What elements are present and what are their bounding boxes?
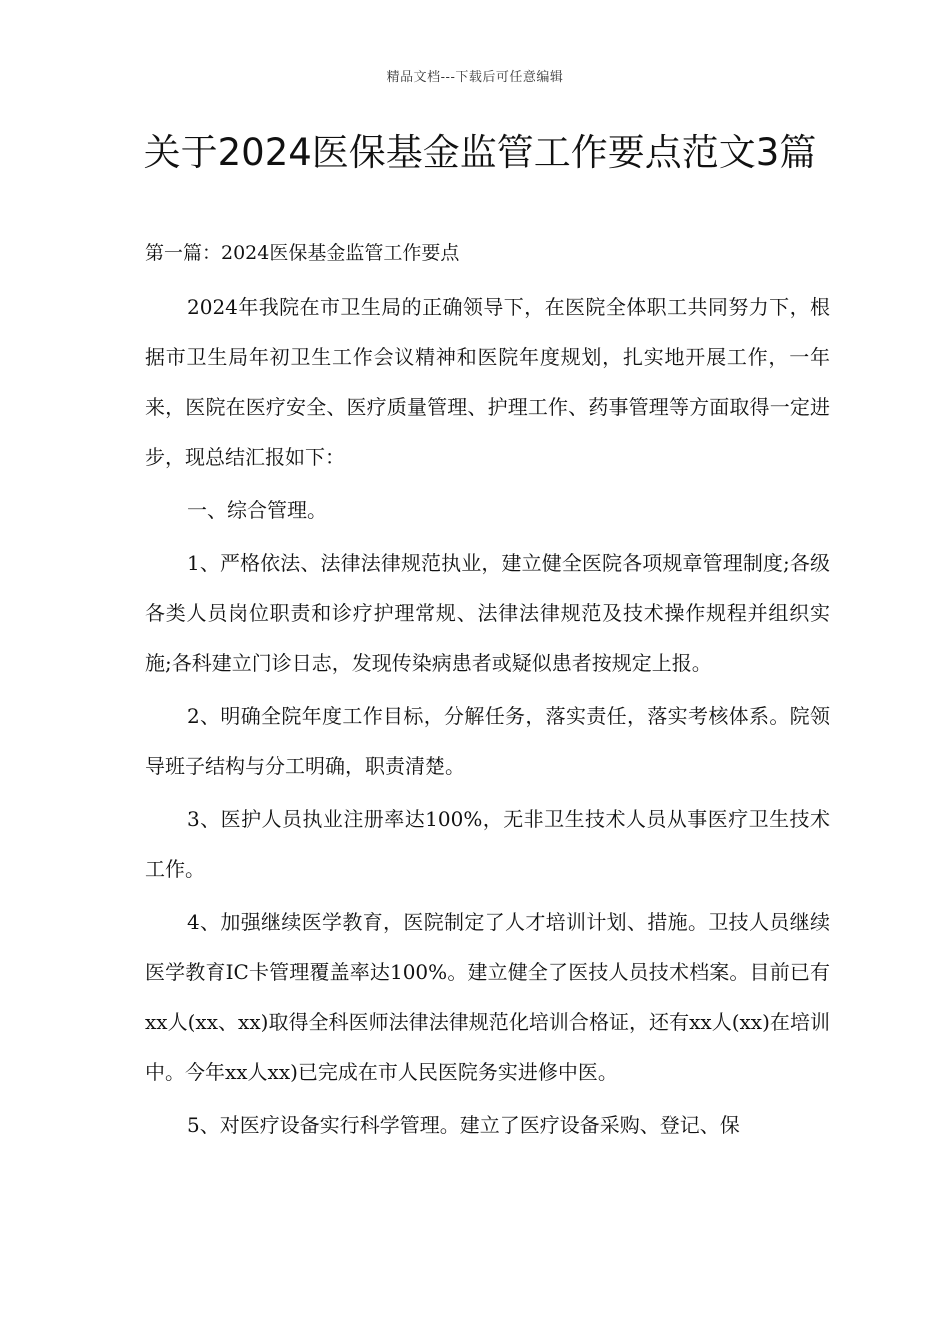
paragraph-intro: 2024年我院在市卫生局的正确领导下，在医院全体职工共同努力下，根据市卫生局年初卫生工作会议精神和医院年度规划，扎实地开展工作，一年来，医院在医疗安全、医疗质量管理、护理工作、药事管理等方面取得一定进步，现总结汇报如下： <box>145 295 830 469</box>
paragraph-item-3: 3、医护人员执业注册率达100%，无非卫生技术人员从事医疗卫生技术工作。 <box>145 807 830 881</box>
document-title: 关于2024医保基金监管工作要点范文3篇 <box>143 131 817 174</box>
header-note: 精品文档---下载后可任意编辑 <box>386 70 564 85</box>
paragraph-item-5: 5、对医疗设备实行科学管理。建立了医疗设备采购、登记、保 <box>187 1113 740 1137</box>
paragraph-item-2: 2、明确全院年度工作目标，分解任务，落实责任，落实考核体系。院领导班子结构与分工明确，职责清楚。 <box>145 704 830 778</box>
paragraph-item-1: 1、严格依法、法律法律规范执业，建立健全医院各项规章管理制度;各级各类人员岗位职责和诊疗护理常规、法律法律规范及技术操作规程并组织实施;各科建立门诊日志，发现传染病患者或疑似患者按规定上报。 <box>145 551 830 675</box>
paragraph-item-4: 4、加强继续医学教育，医院制定了人才培训计划、措施。卫技人员继续医学教育IC卡管理覆盖率达100%。建立健全了医技人员技术档案。目前已有xx人(xx、xx)取得全科医师法律法律规范化培训合格证，还有xx人(xx)在培训中。今年xx人xx)已完成在市人民医院务实进修中医。 <box>145 910 830 1084</box>
section-heading: 第一篇：2024医保基金监管工作要点 <box>145 242 460 264</box>
paragraph-heading-general-management: 一、综合管理。 <box>187 498 327 522</box>
document-body <box>145 234 830 1153</box>
